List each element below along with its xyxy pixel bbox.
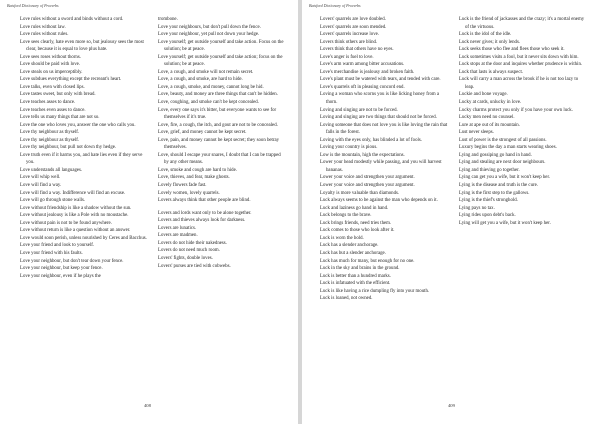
proverb-entry: Lying is the thief's stronghold. — [459, 198, 518, 204]
left-column-b-top — [158, 16, 286, 205]
proverb-entry: Love without jealousy is like a Pole with no moustache. — [20, 213, 129, 219]
proverb-entry: Lovers think that others have no eyes. — [320, 47, 394, 53]
proverb-entry: Lying rides upon debt's back. — [459, 213, 516, 219]
left-page — [0, 0, 298, 424]
proverb-entry: Luck that lasts is always suspect. — [459, 69, 524, 75]
proverb-entry: Love steals on us imperceptibly. — [20, 69, 83, 75]
proverb-entry: Love without friendship is like a shadow without the sun. — [20, 205, 132, 211]
proverb-entry: Lying and stealing are next door neighbours. — [459, 160, 546, 166]
proverb-entry: Love tastes sweet, but only with bread. — [20, 92, 96, 98]
proverb-entry: Love, every one says it's bitter, but everyone wants to see for themselves if it's true. — [158, 107, 277, 121]
proverb-entry: Lovers do not need much room. — [158, 248, 220, 254]
proverb-entry: Lying pays no tax. — [459, 205, 495, 211]
proverb-entry: Lovers' quarrels increase love. — [320, 32, 379, 38]
proverb-entry: Love, beauty, and money are three things that can't be hidden. — [158, 92, 278, 98]
proverb-entry: Lovers are lunatics. — [158, 225, 197, 231]
proverb-entry: Love's merchandise is jealousy and broken faith. — [320, 69, 415, 75]
proverb-entry: Love teaches asses to dance. — [20, 100, 76, 106]
proverb-entry: Love your neighbour, but don't tear down your fence. — [20, 258, 124, 264]
proverb-entry: Lovers and lords want only to be alone together. — [158, 210, 252, 216]
proverb-entry: Love yourself; get outside yourself and take action. Focus on the solution; be at peace. — [158, 39, 284, 53]
proverb-entry: Love will find a way. Indifference will find an excuse. — [20, 190, 126, 196]
proverb-entry: Luck comes to those who look after it. — [320, 228, 395, 234]
proverb-entry: Luck seeks those who flee and flees those who seek it. — [459, 47, 565, 53]
proverb-entry: Luck is the idol of the idle. — [459, 32, 512, 38]
proverb-entry: Lovely flowers fade fast. — [158, 183, 207, 189]
proverb-entry: Love would soon perish, unless nourished by Ceres and Bacchus. — [20, 235, 147, 241]
proverb-entry: Love without pain is not to be found anywhere. — [20, 220, 112, 226]
proverb-entry: Luxury begins the day a man starts wearing shoes. — [459, 145, 557, 151]
proverb-entry: Love, coughing, and smoke can't be kept concealed. — [158, 100, 259, 106]
proverb-entry: Love will whip well. — [20, 175, 61, 181]
proverb-entry: Luck sometimes visits a fool, but it never sits down with him. — [459, 54, 579, 60]
proverb-entry: Lovers' quarrels are love doubled. — [320, 17, 386, 22]
proverb-entry: Luck has much for many, but enough for no one. — [320, 258, 415, 264]
proverb-entry: Luck in the sky and brains in the ground. — [320, 266, 400, 272]
proverb-entry: Love, a cough, and smoke will not remain secret. — [158, 69, 254, 75]
proverb-entry: Love's quarrels oft in pleasing concord end. — [320, 84, 405, 90]
proverb-entry: Lovely women, lovely quarrels. — [158, 190, 220, 196]
proverb-entry: Lying is the disease and truth is the cure. — [459, 183, 538, 189]
proverb-entry: Love your friend with his faults. — [20, 250, 83, 256]
proverb-entry: Lying can get you a wife, but it won't keep her. — [459, 175, 550, 181]
proverb-entry: Loving and singing are not to be forced. — [320, 107, 398, 113]
proverb-entry: Luck has but a slender anchorage. — [320, 250, 386, 256]
proverb-entry: Luck has a slender anchorage. — [320, 243, 379, 249]
proverb-entry: Love, fire, a cough, the itch, and gout are not to be concealed. — [158, 122, 278, 128]
proverb-entry: Love, thieves, and fear, make ghosts. — [158, 175, 230, 181]
right-column-a — [320, 16, 448, 303]
proverb-entry: Luck will carry a man across the brook if he is not too lazy to leap. — [459, 77, 579, 90]
proverb-entry: Love your neighbour, yet pull not down your hedge. — [158, 32, 260, 38]
proverb-entry: Lucky at cards, unlucky in love. — [459, 100, 522, 106]
proverb-entry: Love's plant must be watered with tears, and tended with care. — [320, 77, 441, 83]
running-header: Batsford Dictionary of Proverbs — [7, 3, 59, 8]
proverb-entry: Lying and thieving go together. — [459, 167, 520, 173]
proverb-entry: Lovers' quarrels are soon mended. — [320, 24, 387, 30]
proverb-entry: Love your neighbour, even if he plays the — [20, 273, 101, 279]
left-column-a — [20, 16, 148, 280]
proverb-entry: Loving and singing are two things that should not be forced. — [320, 115, 437, 121]
proverb-entry: Love will go through stone walls. — [20, 198, 86, 204]
proverb-entry: Lower your head modestly while passing, and you will harvest bananas. — [320, 160, 442, 173]
proverb-entry: Love will find a way. — [20, 183, 62, 189]
proverb-entry: Love sees roses without thorns. — [20, 54, 81, 60]
proverb-entry: Lovers and thieves always look for darkness. — [158, 218, 246, 224]
proverb-entry: Love thy neighbour as thyself. — [20, 130, 80, 136]
proverb-entry: Luck and laziness go hand in hand. — [320, 205, 389, 211]
proverb-entry: Love talks, even with closed lips. — [20, 84, 85, 90]
proverb-entry: Love your neighbour, but keep your fence. — [20, 266, 103, 272]
proverb-entry: Lovers' purses are tied with cobwebs. — [158, 263, 231, 269]
proverb-entry: Luck stops at the door and inquires whether prudence is within. — [459, 62, 583, 68]
proverb-entry: Lower your voice and strengthen your argument. — [320, 183, 415, 189]
proverb-entry: Lure at ape out of its mountain. — [459, 122, 520, 128]
proverb-entry: Love sees clearly, hate even more so, but jealousy sees the most clear, because it is equal to love plus hate. — [20, 39, 144, 53]
proverb-entry: Loyalty is more valuable than diamonds. — [320, 190, 400, 196]
proverb-entry: Loving with the eyes only, has blinded a lot of fools. — [320, 137, 422, 143]
proverb-entry: Luck brings friends, need tries them. — [320, 220, 392, 226]
proverb-entry: Love rules without law. — [20, 24, 66, 30]
page-number: 409 — [448, 403, 455, 408]
page-number: 408 — [144, 403, 151, 408]
proverb-entry: Love's arm warm among bitter accusations. — [320, 62, 405, 68]
proverb-entry: Luck belongs to the brave. — [320, 213, 372, 219]
proverb-entry: Love subdues everything except the recreant's heart. — [20, 77, 122, 83]
proverb-entry: Luck always seems to be against the man who depends on it. — [320, 198, 438, 204]
proverb-entry: Love truth even if it harms you, and hate lies even if they serve you. — [20, 152, 143, 166]
proverb-entry: Lying and gossiping go hand in hand. — [459, 152, 532, 158]
proverb-entry: Love, grief, and money cannot be kept secret. — [158, 130, 247, 136]
proverb-entry: Love rules without a sword and binds without a cord. — [20, 17, 124, 22]
proverb-entry: Love the one who loves you, answer the one who calls you. — [20, 122, 136, 128]
proverb-entry: Lust never sleeps. — [459, 130, 494, 136]
proverb-entry: Luckie and bone voyage. — [459, 92, 508, 98]
proverb-entry: Low is the mountain, high the expectations. — [320, 152, 405, 158]
proverb-entry: Love rules without rules. — [20, 32, 69, 38]
proverb-entry: Love understands all languages. — [20, 167, 83, 173]
proverb-entry: Love yourself; get outside yourself and take action; focus on the solution; be at peace. — [158, 54, 283, 68]
proverb-entry: Love teaches even asses to dance. — [20, 107, 86, 113]
proverb-entry: Lying is the first step to the gallows. — [459, 190, 530, 196]
proverb-entry: Luck is loaned, not owned. — [320, 296, 373, 302]
proverb-entry: Lust of power is the strongest of all passions. — [459, 137, 547, 143]
proverb-entry: Luck is the friend of jackasses and the crazy; it's a mortal enemy of the virtuous. — [459, 17, 585, 30]
proverb-entry: Lovers think others are blind. — [320, 39, 378, 45]
proverb-entry: Love without return is like a question without an answer. — [20, 228, 131, 234]
proverb-entry: trombone. — [158, 17, 178, 22]
proverb-entry: Love, smoke and cough are hard to hide. — [158, 167, 237, 173]
proverb-entry: Love your neighbours, but don't pull down the fence. — [158, 24, 261, 30]
proverb-entry: Love tells us many things that are not so. — [20, 115, 100, 121]
proverb-entry: Lovers do not hide their nakedness. — [158, 240, 227, 246]
proverb-entry: Love, pain, and money cannot be kept secret; they soon betray themselves. — [158, 137, 280, 151]
proverb-entry: Love, a cough, and smoke, are hard to hide. — [158, 77, 243, 83]
proverb-entry: Luck is infatuated with the efficient. — [320, 281, 391, 287]
right-page — [302, 0, 600, 424]
proverb-entry: Luck is worn the bold. — [320, 235, 364, 241]
proverb-entry: Lucky charms protect you only if you have your own luck. — [459, 107, 573, 113]
proverb-entry: Luck is better than a hundred marks. — [320, 273, 391, 279]
proverb-entry: Love should be paid with love. — [20, 62, 80, 68]
proverb-entry: Love's anger is fuel to love. — [320, 54, 374, 60]
proverb-entry: Lovers' fights, double loves. — [158, 255, 213, 261]
right-column-b — [459, 16, 587, 227]
left-column-b-bottom — [158, 210, 286, 270]
proverb-entry: Lying will get you a wife, but it won't keep her. — [459, 220, 551, 226]
proverb-entry: Love, a cough, smoke, and money, cannot long be hid. — [158, 84, 264, 90]
running-header: Batsford Dictionary of Proverbs — [309, 3, 361, 8]
proverb-entry: Luck is like having a rice dumpling fly into your mouth. — [320, 288, 430, 294]
proverb-entry: Lower your voice and strengthen your argument. — [320, 175, 415, 181]
left-column-b — [158, 16, 286, 270]
proverb-entry: Love your friend and look to yourself. — [20, 243, 95, 249]
proverb-entry: Lovers always think that other people are blind. — [158, 198, 251, 204]
proverb-entry: Loving a woman who scorns you is like licking honey from a thorn. — [320, 92, 440, 106]
proverb-entry: Luck never gives; it only lends. — [459, 39, 521, 45]
proverb-entry: Love thy neighbour, but pull not down thy hedge. — [20, 145, 117, 151]
proverb-entry: Love thy neighbour as thyself. — [20, 137, 80, 143]
proverb-entry: Loving your country is pious. — [320, 145, 378, 151]
proverb-entry: Love, should I escape your snares, I doubt that I can be trapped by any other means. — [158, 152, 281, 166]
proverb-entry: Lovers are madmen. — [158, 233, 198, 239]
proverb-entry: Lucky men need no counsel. — [459, 115, 515, 121]
proverb-entry: Loving someone that does not love you is like loving the rain that falls in the forest. — [320, 122, 448, 136]
